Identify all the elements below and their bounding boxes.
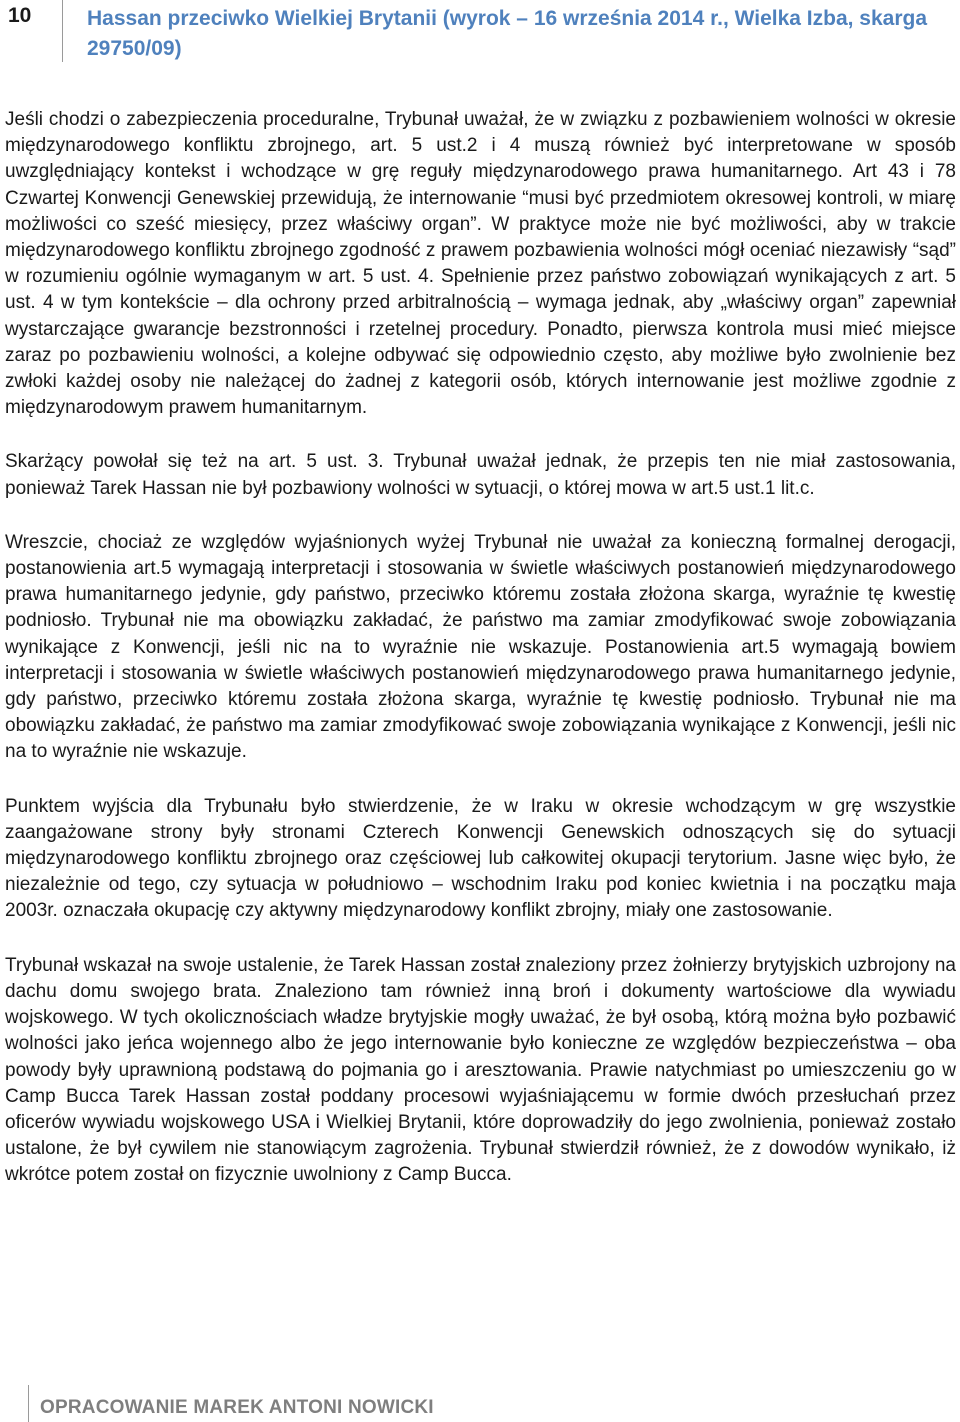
page-header — [0, 0, 960, 70]
page-number: 10 — [8, 4, 32, 27]
footer-author: OPRACOWANIE MAREK ANTONI NOWICKI — [40, 1397, 434, 1418]
document-body — [5, 107, 956, 1217]
header-divider — [62, 0, 63, 62]
paragraph-capture-and-release: Trybunał wskazał na swoje ustalenie, że Tarek Hassan został znaleziony przez żołnierzy brytyjskich uzbrojony na dachu domu swojego brata. Znaleziono tam również inną broń i dokumenty wartościowe dla wywiadu wojskowego. W tych okolicznościach władze brytyjskie mogły uważać, że był osobą, którą można było pozbawić wolności jako jeńca wojennego albo że jego internowanie było konieczne ze względów bezpieczeństwa – oba powody były uprawnioną podstawą do pojmania go i aresztowania. Prawie natychmiast po umieszczeniu go w Camp Bucca Tarek Hassan został poddany procesowi wyjaśniającemu w formie dwóch przesłuchań przez oficerów wywiadu wojskowego USA i Wielkiej Brytanii, które doprowadziły do jego zwolnienia, ponieważ zostało ustalone, że był cywilem nie stanowiącym zagrożenia. Trybunał stwierdził również, że z dowodów wynikało, iż wkrótce potem został on fizycznie uwolniony z Camp Bucca. — [5, 954, 956, 1186]
page-footer — [0, 1385, 960, 1422]
paragraph-geneva-conventions: Punktem wyjścia dla Trybunału było stwierdzenie, że w Iraku w okresie wchodzącym w grę wszystkie zaangażowane strony były stronami Czterech Konwencji Genewskich odnoszących się do sytuacji międzynarodowego konfliktu zbrojnego oraz częściowej lub całkowitej okupacji terytorium. Jasne więc było, że niezależnie od tego, czy sytuacja w południowo – wschodnim Iraku pod koniec kwietnia i na początku maja 2003r. oznaczała okupację czy aktywny międzynarodowy konflikt zbrojny, miały one zastosowanie. — [5, 795, 956, 922]
document-title: Hassan przeciwko Wielkiej Brytanii (wyrok – 16 września 2014 r., Wielka Izba, skarga 29750/09) — [87, 7, 928, 60]
footer-divider — [28, 1385, 29, 1422]
paragraph-derogation: Wreszcie, chociaż ze względów wyjaśnionych wyżej Trybunał nie uważał za konieczną formalnej derogacji, postanowienia art.5 wymagają interpretacji i stosowania w świetle właściwych postanowień międzynarodowego prawa humanitarnego jedynie, gdy państwo, przeciwko któremu została złożona skarga, wyraźnie tę kwestię podniosło. Trybunał nie ma obowiązku zakładać, że państwo ma zamiar zmodyfikować swoje zobowiązania wynikające z Konwencji, jeśli nic na to wyraźnie nie wskazuje. Postanowienia art.5 wymagają bowiem interpretacji i stosowania w świetle właściwych postanowień międzynarodowego prawa humanitarnego jedynie, gdy państwo, przeciwko któremu została złożona skarga, wyraźnie tę kwestię podniosło. Trybunał nie ma obowiązku zakładać, że państwo ma zamiar zmodyfikować swoje zobowiązania wynikające z Konwencji, jeśli nic na to wyraźnie nie wskazuje. — [5, 531, 956, 763]
paragraph-article-5-3: Skarżący powołał się też na art. 5 ust. 3. Trybunał uważał jednak, że przepis ten nie miał zastosowania, ponieważ Tarek Hassan nie był pozbawiony wolności w sytuacji, o której mowa w art.5 ust.1 lit.c. — [5, 451, 956, 499]
paragraph-procedural-safeguards: Jeśli chodzi o zabezpieczenia proceduralne, Trybunał uważał, że w związku z pozbawieniem wolności w okresie międzynarodowego konfliktu zbrojnego, art. 5 ust.2 i 4 muszą również być interpretowane w sposób uwzględniający kontekst i wchodzące w grę reguły międzynarodowego prawa humanitarnego. Art 43 i 78 Czwartej Konwencji Genewskiej przewidują, że internowanie “musi być przedmiotem okresowej kontroli, w miarę możliwości co sześć miesięcy, przez właściwy organ”. W praktyce może nie być możliwości, aby w trakcie międzynarodowego konfliktu zbrojnego zgodność z prawem pozbawienia wolności mógł oceniać niezawisły “sąd” w rozumieniu ogólnie wymaganym w art. 5 ust. 4. Spełnienie przez państwo zobowiązań wynikających z art. 5 ust. 4 w tym kontekście – dla ochrony przed arbitralnością – wymaga jednak, aby „właściwy organ” zapewniał wystarczające gwarancje bezstronności i rzetelnej procedury. Ponadto, pierwsza kontrola musi mieć miejsce zaraz po pozbawieniu wolności, a kolejne odbywać się odpowiednio często, aby możliwe było zwolnienie bez zwłoki każdej osoby nie należącej do żadnej z kategorii osób, których internowanie jest możliwe zgodnie z międzynarodowym prawem humanitarnym. — [5, 109, 956, 419]
